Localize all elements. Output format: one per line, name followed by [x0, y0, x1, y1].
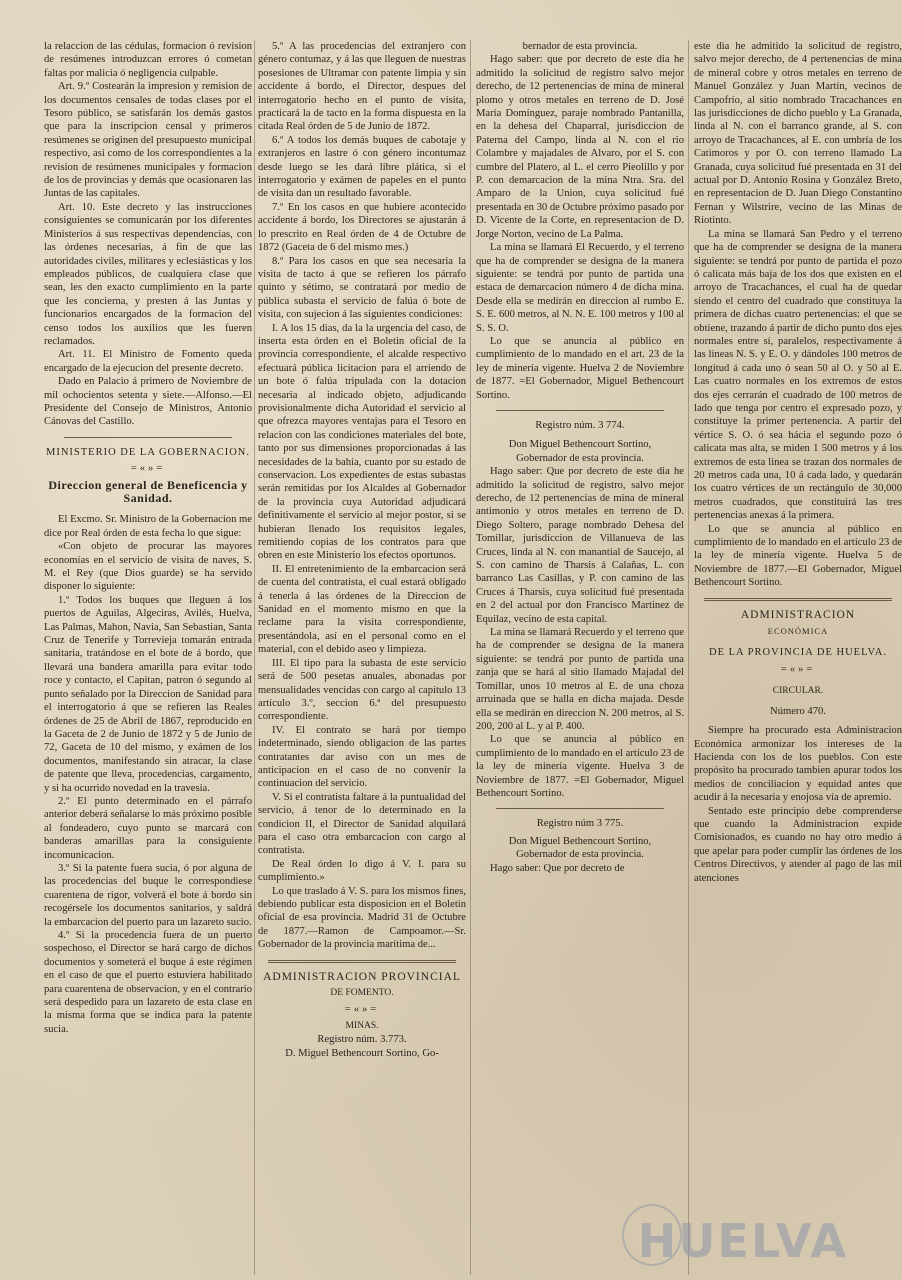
circular-label: CIRCULAR. [772, 686, 824, 697]
paragraph: Lo que se anuncia al público en cumplimiento de lo mandado en el art. 23 de la ley de minería vigente. Huelva 2 de Noviembre de 1877. =El Gobernador, Miguel Bethencourt Sortino. [476, 335, 684, 401]
paragraph: De Real órden lo digo á V. I. para su cumplimiento.» [258, 858, 466, 884]
paragraph: La mina se llamará Recuerdo y el terreno que ha de comprender se designa de la manera siguiente: se tendrá por punto de partida una zanja que se hará al sitio llamado Majadal del Tomillar, unos 10 metros al E. de una choza arruinada que se halla en dicha majada. Desde ella se medirán en direccion N. 200 metros, al S. 200, 200 al L. y al P. 400. [476, 627, 684, 732]
paragraph: 4.º Si la procedencia fuera de un puerto sospechoso, el Director se hará cargo de dichos documentos y someterá el buque á este régimen en el caso de que el puerto estuviera habilitado para cuarentena de observacion, y en el contrario será despedido para un lazareto de esta clase en la misma forma que se indica para la patente sucia. [44, 930, 252, 1035]
paragraph: Lo que traslado á V. S. para los mismos fines, debiendo publicar esta disposicion en el Boletin oficial de esa provincia. Madrid 31 de Octubre de 1877.—Ramon de Campoamor.—Sr. Gobernador de la provincia marítima de... [258, 885, 466, 951]
paragraph: V. Si el contratista faltare á la puntualidad del servicio, á tenor de lo determinado en la condicion II, el Director de Sanidad alquilará para el caso otra embarcacion con cargo al contratista. [258, 791, 466, 857]
paragraph: bernador de esta provincia. [522, 41, 638, 52]
paragraph: la relaccion de las cédulas, formacion ó revision de resúmenes introduzcan errores ó cometan faltas por malicia ó negligencia culpable. [44, 41, 252, 79]
paragraph: 7.º En los casos en que hubiere acontecido accidente á bordo, los Directores se ajustarán á lo prescrito en Real órden de 4 de Octubre de 1872 (Gaceta de 6 del mismo mes.) [258, 201, 466, 254]
divider [64, 437, 232, 438]
column-rule [688, 40, 689, 1275]
signatory-3773: D. Miguel Bethencourt Sortino, Go- [285, 1047, 439, 1059]
paragraph: Dado en Palacio á primero de Noviembre de mil ochocientos setenta y siete.—Alfonso.—El Presidente del Consejo de Ministros, Antonio Cánovas del Castillo. [44, 376, 252, 428]
paragraph: El Excmo. Sr. Ministro de la Gobernacion me dice por Real órden de esta fecha lo que sigue: [44, 514, 252, 539]
numero-label: Número 470. [770, 705, 826, 717]
signatory-3775-title: Gobernador de esta provincia. [516, 849, 644, 861]
section-heading-administracion: ADMINISTRACION [740, 608, 856, 621]
paragraph: «Con objeto de procurar las mayores economías en el servicio de visita de naves, S. M. el Rey (que Dios guarde) se ha servido disponer lo siguiente: [44, 541, 252, 593]
subheading-provincia: DE LA PROVINCIA DE HUELVA. [709, 647, 887, 659]
subheading-de-fomento: DE FOMENTO. [330, 988, 394, 999]
signatory-3775-name: Don Miguel Bethencourt Sortino, [508, 835, 652, 847]
paragraph: Lo que se anuncia al público en cumplimiento de lo mandado en el artículo 23 de la ley de minería vigente. Huelva 3 de Noviembre de 1877. =El Gobernador, Miguel Bethencourt Sortino. [476, 734, 684, 799]
paragraph: 2.º El punto determinado en el párrafo anterior deberá señalarse lo más próximo posible al fondeadero, cuyo punto se marcará con banderas amarillas para la consiguiente incomunicacion. [44, 795, 252, 861]
paragraph: 8.º Para los casos en que sea necesaria la visita de tacto á que se refieren los párrafo quinto y sétimo, se contratará por medio de pública subasta el servicio de falúa ó bote de visita, con sujecion á las siguientes condiciones: [258, 255, 466, 321]
column-rule [470, 40, 471, 1275]
signatory-3774-title: Gobernador de esta provincia. [516, 452, 644, 464]
paragraph: Art. 10. Este decreto y las instrucciones consiguientes se comunicarán por los diferentes Ministerios á sus respectivas dependencias, con las órdenes necesarias, á fin de que las autoridades civiles, militares y eclesiásticas y los empleados públicos, de cualquiera clase que sean, les den exacto cumplimiento en la parte que les concierna, y presten á las Juntas y funcionarios encargados de la formacion del censo todos los auxilios que les fueren reclamados. [44, 201, 252, 347]
paragraph: Hago saber: que por decreto de este dia he admitido la solicitud de registro salvo mejor derecho, de 12 pertenencias de mina de mineral plomo y otros metales en terreno de D. José María Domínguez, paraje nombrado Pantanilla, en la dehesa del Chaparral, jurisdiccion de Paterna del Campo, linda al N. con el rio Colambre y majadales de Alvaro, por el S. con cumbre del Platero, al L. el cerro Pieolillo y por P. con demarcacion de la mina Ntra. Sra. del Amparo de la Union, cuya solicitud fué presentada en 30 de Octubre próximo pasado por D. Vicente de la Corte, en representacion de D. Jorge Norton, vecino de La Palma. [476, 54, 684, 240]
column-rule [254, 40, 255, 1275]
column-2 [258, 40, 466, 1270]
paragraph: IV. El contrato se hará por tiempo indeterminado, siendo obligacion de las partes contratantes dar aviso con un mes de anticipacion en el caso de no convenir la continuacion del servicio. [258, 724, 466, 790]
paragraph: Art. 11. El Ministro de Fomento queda encargado de la ejecucion del presente decreto. [44, 349, 252, 374]
section-heading-admin-fomento: ADMINISTRACION PROVINCIAL [263, 970, 461, 983]
paragraph: este dia he admitido la solicitud de registro, salvo mejor derecho, de 4 pertenencias de mina de mineral cobre y otros metales en terreno de Manuel González y Juan Martín, vecinos de Campofrío, al sitio nombrado Tracachances en las jurisdicciones de dicho pueblo y La Granada, linda al N. con el barranco grande, al S. con arroyo de Tracachances, al E. con umbría de los Catimoros y por O. con terreno llamado La Granada, cuya solicitud fué presentada en 31 del actual por D. Antonio Rosina y González Breto, en representacion de D. Juan Diego Constantino Fernan y Wilstrire, vecino de las Minas de Riotinto. [694, 41, 902, 227]
section-heading-direccion: Direccion general de Beneficencia y Sanidad. [48, 477, 248, 505]
paragraph: 5.º A las procedencias del extranjero con género contumaz, y á las que lleguen de nuestras posesiones de Ultramar con patente limpia y sin accidente á bordo, el Director, despues del interrogatorio hecho en el punto de visita, practicará la de tacto en la forma dispuesta en la citada Real órden de 5 de Junio de 1872. [258, 41, 466, 133]
paragraph: 3.º Si la patente fuera sucia, ó por alguna de las procedencias del buque le correspondiese cuarentena de rigor, volverá el bote á bordo sin recogérsele los documentos sanitarios, y saldrá la embarcacion del puerto para un lazareto sucio. [44, 862, 252, 928]
ornament: =«»= [780, 663, 816, 675]
subheading-economica: ECONÓMICA [767, 626, 829, 637]
column-1 [44, 40, 252, 1270]
signatory-3774-name: Don Miguel Bethencourt Sortino, [508, 439, 652, 451]
paragraph: Art. 9.º Costearán la impresion y remision de los documentos censales de todas clases por el Tesoro público, se satisfarán los demás gastos que para la inscripcion censal y primeros resúmenes se originen del presupuesto municipal respectivo, asi como de los correspondientes a la revision de resúmenes municipales y formacion de los de provincias y demás que ocasionaren las Juntas de las capitales. [44, 81, 252, 200]
paragraph: I. A los 15 dias, da la la urgencia del caso, de inserta esta órden en el Boletin oficial de la provincia correspondiente, el alcalde respectivo efectuará pública licitacion para el arriendo de un bote ó falúa tripulada con la dotacion necesaria al indicado objeto, adjudicando provisionalmente dicha Autoridad el servicio al que ofrezca mayores ventajas para el Tesoro en relacion con las condiciones materiales del bote, tanto por sus dimensiones proporcionadas á las necesidades de la bahía, cuanto por su estado de conservacion. Los expedientes de estas subastas serán remitidas por los Alcaldes al Gobernador de la provincia cuya Autoridad adjudicará definitivamente el servicio al mejor postor, si se hubieran llenado los requisitos legales, remitiendo copias de los contratos para que obren en este Ministerio los efectos oportunos. [258, 322, 466, 562]
paragraph: III. El tipo para la subasta de este servicio será de 500 pesetas anuales, abonadas por mensualidades vencidas con cargo al capítulo 13 artículo 3.º, seccion 6.ª del presupuesto correspondiente. [258, 657, 466, 723]
paragraph: La mina se llamará San Pedro y el terreno que ha de comprender se designa de la manera siguiente: se tendrá por punto de partida el pozo ó calicata más baja de los dos que existen en el arroyo de Tracachances, el cual ha de quedar siendo el centro del cuadrado que constituya la primera de dichas cuatro pertenencias: el que se obtiene, trazando á partir de dicho punto dos ejes normales entre sí, paralelos, respectivamente á las lineas N. S. y E. O. y dándoles 100 metros de longitud á cada uno ó sean 50 al O. y 50 al E. Las cuatro normales en los extremos de estos dos ejes cerrarán el cuadrado de 100 metros de lado que tenga por centro el expresado pozo, y constituye la primer pertenencia. A partir del vértice S. O. ó sea hácia el segundo pozo ó calicata mas alta, se miden 1 500 metros y á los extremos de esta linea se trazan dos normales de 20 metros cada una, 10 á cada lado, y quedarán los cuatro vértices de un rectángulo de 30,000 metros cuadrados, que constituirá las tres pertenencias anexas á la primera. [694, 228, 902, 522]
registro-3774: Registro núm. 3 774. [535, 419, 625, 431]
paragraph: Sentado este principio debe comprenderse que cuando la Administracion expide Comisionados, es cuando no hay otro medio á que apelar para poder cumplir las órdenes de los Centros Directivos, y atender al pago de las mil atenciones [694, 805, 902, 884]
ornament: =«»= [130, 463, 166, 475]
registro-3773: Registro núm. 3.773. [317, 1034, 407, 1046]
registro-3775: Registro núm 3 775. [536, 818, 624, 830]
paragraph: II. El entretenimiento de la embarcacion será de cuenta del contratista, el cual estará obligado á tenerla á las órdenes de la Direccion de Sanidad en el momento mismo en que la reclame para la visita correspondiente, presentándola, así en el personal como en el material, con el debido aseo y limpieza. [258, 563, 466, 656]
column-4 [694, 40, 902, 1270]
paragraph: Hago saber: Que por decreto de [490, 862, 625, 874]
paragraph: 6.º A todos los demás buques de cabotaje y extranjeros en lastre ó con género incontumaz desde luego se les dará libre plática, si el interrogatorio y exámen de papeles en el punto de visita dan un resultado favorable. [258, 134, 466, 200]
column-3 [476, 40, 684, 1270]
paragraph: La mina se llamará El Recuerdo, y el terreno que ha de comprender se designa de la manera siguiente: se tendrá por punto de partida una estaca de demarcacion número 4 de dicha mina. Desde ella se medirán en direccion al rumbo E. S. E. 600 metros, al N. N. E. 100 metros y 100 al S. S. O. [476, 242, 684, 334]
divider [496, 808, 664, 809]
divider [496, 410, 664, 411]
ornament: =«»= [344, 1004, 380, 1016]
section-heading-ministerio: MINISTERIO DE LA GOBERNACION. [46, 446, 250, 458]
divider [704, 598, 892, 601]
paragraph: 1.º Todos los buques que lleguen á los puertos de Aguilas, Algeciras, Avilés, Huelva, Las Palmas, Mahon, Navia, San Sebastian, Santa Cruz de Tenerife y Torrevieja tomarán entrada sanitaria, tratándose en el bote de á bordo, que llevará una bandera amarilla para evitar todo roce y contacto, el Capitan, patron ó segundo al punto señalado por la Direccion de Sanidad para el interrogatorio á que se refieren las Reales órdenes de 25 de Abril de 1867, reproducido en la Gaceta de 2 de Junio de 1872 y 5 de Junio de 72, Gaceta de 10 del mismo, y exámen de los documentos, manifestando sin atracar, la clase de patente que lleva, procedencias, cargamento, y si ha ocurrido novedad en la travesía. [44, 594, 252, 794]
paragraph: Siempre ha procurado esta Administracion Económica armonizar los intereses de la Hacienda con los de los pueblos. Con este propósito ha procurado tambien apurar todos los medios de conciliacion y equidad antes que acudir á la necesaria y enojosa vía de apremio. [694, 725, 902, 804]
divider [268, 960, 456, 963]
archive-watermark: HUELVA [637, 1214, 848, 1268]
paragraph: Hago saber: Que por decreto de este dia he admitido la solicitud de registro, salvo mejor derecho, de 12 pertenencias de mina de mineral antimonio y otros metales en terreno de D. Diego Soltero, parage nombrado Dehesa del Tomillar, jurisdiccion de Villanueva de las Cruces, linda al N. con manantial de Saucejo, al S. con camino de Tharsis á Calañas, L. con barranco Las Casillas, y P. con camino de las Cruces á Tharsis, cuya solicitud fué presentada en 2 del actual por don Francisco Martinez de Equilaz, vecino de esta capital. [476, 466, 684, 625]
paragraph: Lo que se anuncia al público en cumplimiento de lo mandado en el artículo 23 de la ley de minería vigente. Huelva 5 de Noviembre de 1877.—El Gobernador, Miguel Bethencourt Sortino. [694, 523, 902, 589]
subheading-minas: MINAS. [345, 1020, 379, 1031]
